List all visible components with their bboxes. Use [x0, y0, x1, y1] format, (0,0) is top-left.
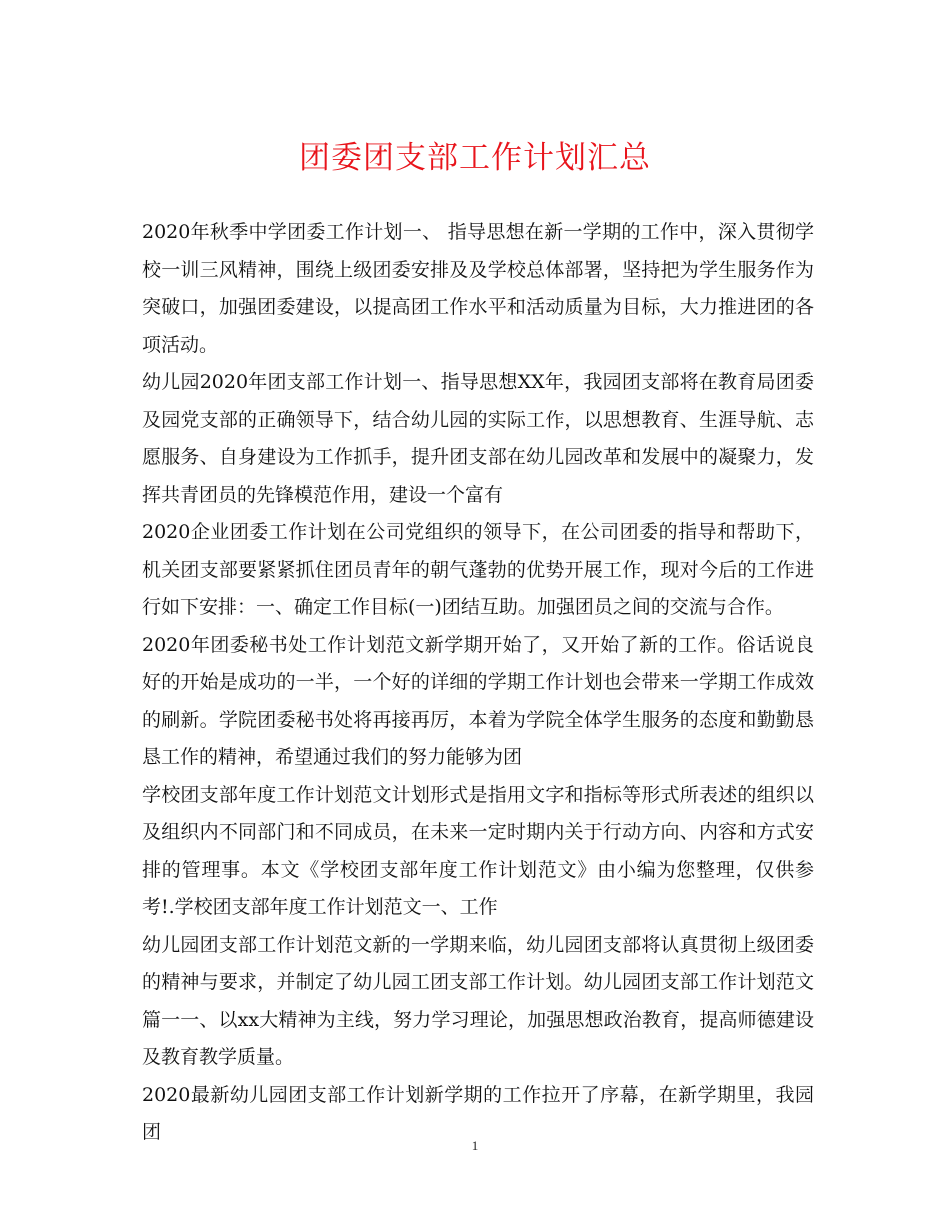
paragraph-4: 2020年团委秘书处工作计划范文新学期开始了，又开始了新的工作。俗话说良好的开始是成功的一半，一个好的详细的学期工作计划也会带来一学期工作成效的刷新。学院团委秘书处将再接再厉，本着为学院全体学生服务的态度和勤勤恳恳工作的精神，希望通过我们的努力能够为团: [142, 633, 814, 768]
document-body: [142, 214, 814, 1152]
paragraph-1: 2020年秋季中学团委工作计划一、 指导思想在新一学期的工作中，深入贯彻学校一训三风精神，围绕上级团委安排及及学校总体部署，坚持把为学生服务作为突破口，加强团委建设，以提高团工作水平和活动质量为目标，大力推进团的各项活动。: [142, 221, 814, 356]
paragraph-7: 2020最新幼儿园团支部工作计划新学期的工作拉开了序幕，在新学期里，我园团: [142, 1083, 814, 1143]
paragraph-6: 幼儿园团支部工作计划范文新的一学期来临，幼儿园团支部将认真贯彻上级团委的精神与要求，并制定了幼儿园工团支部工作计划。幼儿园团支部工作计划范文篇一一、以xx大精神为主线，努力学习理论，加强思想政治教育，提高师德建设及教育教学质量。: [142, 933, 814, 1068]
document-title: 团委团支部工作计划汇总: [299, 140, 651, 176]
paragraph-2: 幼儿园2020年团支部工作计划一、指导思想XX年，我园团支部将在教育局团委及园党支部的正确领导下，结合幼儿园的实际工作，以思想教育、生涯导航、志愿服务、自身建设为工作抓手，提升团支部在幼儿园改革和发展中的凝聚力，发挥共青团员的先锋模范作用，建设一个富有: [142, 371, 814, 506]
paragraph-3: 2020企业团委工作计划在公司党组织的领导下，在公司团委的指导和帮助下，机关团支部要紧紧抓住团员青年的朝气蓬勃的优势开展工作，现对今后的工作进行如下安排：一、确定工作目标(一)团结互助。加强团员之间的交流与合作。: [142, 521, 814, 618]
paragraph-5: 学校团支部年度工作计划范文计划形式是指用文字和指标等形式所表述的组织以及组织内不同部门和不同成员，在未来一定时期内关于行动方向、内容和方式安排的管理事。本文《学校团支部年度工作计划范文》由小编为您整理，仅供参考!.学校团支部年度工作计划范文一、工作: [142, 783, 814, 918]
page-number: 1: [471, 1138, 479, 1153]
